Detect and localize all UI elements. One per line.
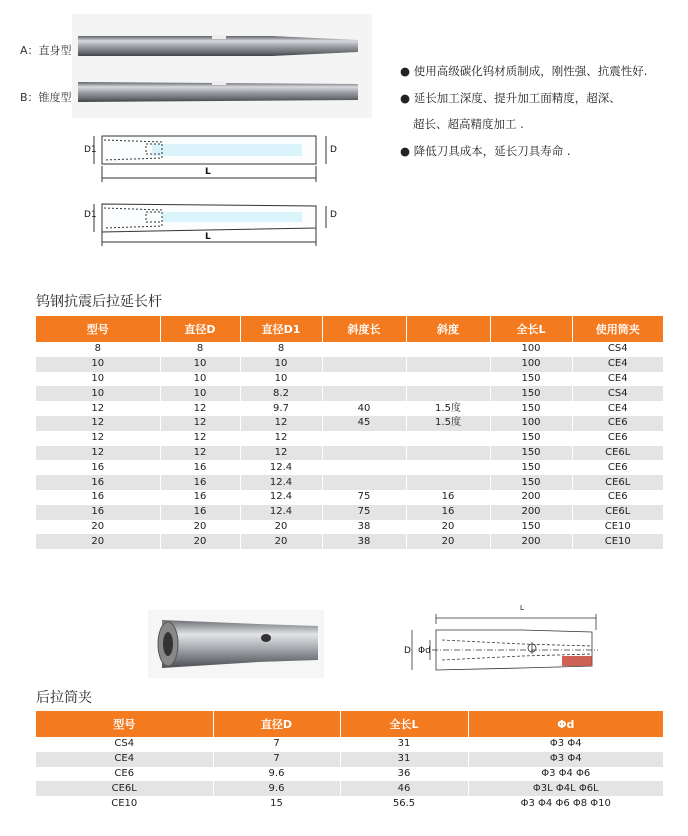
table-cell: 200 bbox=[490, 534, 572, 549]
column-header: 直径D bbox=[160, 316, 240, 342]
table-cell: 75 bbox=[322, 505, 406, 520]
table-row bbox=[36, 737, 663, 752]
straight-type-label: A：直身型 bbox=[20, 44, 72, 57]
table-cell: 12 bbox=[240, 416, 322, 431]
table-cell: CE10 bbox=[604, 520, 631, 532]
table-cell: 12 bbox=[36, 416, 160, 431]
table-cell: 15 bbox=[213, 796, 340, 811]
table-cell: 20 bbox=[160, 520, 240, 535]
table-row bbox=[36, 431, 663, 446]
table-cell: CE6 bbox=[607, 432, 628, 444]
column-header: 型号 bbox=[36, 711, 213, 737]
table-cell: 10 bbox=[240, 357, 322, 372]
table2-title: 后拉筒夹 bbox=[36, 690, 92, 706]
table-cell bbox=[322, 357, 406, 372]
table-cell bbox=[406, 386, 490, 401]
table-cell: 31 bbox=[340, 752, 468, 767]
feature-item: ● 降低刀具成本，延长刀具寿命 . bbox=[400, 144, 571, 158]
collet-dim-l: L bbox=[520, 604, 524, 612]
table-row bbox=[36, 416, 663, 431]
dim-l-a: L bbox=[205, 167, 211, 177]
collet-spec-table bbox=[36, 711, 663, 811]
table-cell: 200 bbox=[490, 490, 572, 505]
table-cell: 12 bbox=[36, 446, 160, 461]
table-cell: Φ3 Φ4 bbox=[549, 738, 582, 750]
table-row bbox=[36, 401, 663, 416]
table-cell: 1.5度 bbox=[406, 401, 490, 416]
table-cell: 16 bbox=[160, 490, 240, 505]
table-cell: 20 bbox=[36, 520, 160, 535]
collet-drawing bbox=[402, 608, 602, 678]
table-cell: CE6 bbox=[607, 491, 628, 503]
table-cell bbox=[406, 431, 490, 446]
table-cell: 7 bbox=[213, 737, 340, 752]
bullet-icon: ● bbox=[400, 144, 411, 158]
table-cell: 150 bbox=[490, 520, 572, 535]
table-row bbox=[36, 520, 663, 535]
bullet-icon: ● bbox=[400, 64, 411, 78]
dim-d1-a: D1 bbox=[84, 145, 97, 155]
table-cell: 20 bbox=[406, 520, 490, 535]
table-cell: 16 bbox=[36, 460, 160, 475]
table-cell: 12.4 bbox=[240, 490, 322, 505]
table-cell: Φ3L Φ4L Φ6L bbox=[468, 781, 663, 796]
collet-dim-phi-d: Φd bbox=[418, 646, 431, 656]
table-cell bbox=[406, 460, 490, 475]
table-cell: CS4 bbox=[572, 386, 663, 401]
table-cell: 12 bbox=[160, 431, 240, 446]
table-row bbox=[36, 796, 663, 811]
table-cell: 1.5度 bbox=[406, 416, 490, 431]
feature-item: ● 延长加工深度、提升加工面精度，超深、 bbox=[400, 91, 621, 105]
table-cell: 10 bbox=[160, 357, 240, 372]
table-cell: 20 bbox=[160, 534, 240, 549]
table-cell: 9.6 bbox=[213, 767, 340, 782]
table-cell bbox=[322, 342, 406, 357]
table-cell bbox=[322, 475, 406, 490]
table-header-row bbox=[36, 316, 663, 342]
table-cell bbox=[406, 342, 490, 357]
table-cell bbox=[406, 446, 490, 461]
table-cell: CE6 bbox=[572, 416, 663, 431]
table-row bbox=[36, 505, 663, 520]
table-cell bbox=[322, 372, 406, 387]
bullet-icon: ● bbox=[400, 91, 411, 105]
table-cell bbox=[406, 475, 490, 490]
tapered-type-label: B：锥度型 bbox=[20, 91, 72, 104]
table-row bbox=[36, 357, 663, 372]
table-cell: 150 bbox=[490, 460, 572, 475]
table-cell: CE10 bbox=[572, 534, 663, 549]
table-cell: 12 bbox=[240, 446, 322, 461]
collet-dim-d: D bbox=[404, 646, 411, 656]
table-cell: CS4 bbox=[607, 343, 628, 355]
table-cell bbox=[322, 386, 406, 401]
table-row bbox=[36, 534, 663, 549]
table-cell: 12 bbox=[160, 401, 240, 416]
table-row bbox=[36, 475, 663, 490]
table-cell: 10 bbox=[36, 386, 160, 401]
table-row bbox=[36, 781, 663, 796]
table-cell: 150 bbox=[490, 446, 572, 461]
table-cell: 16 bbox=[406, 490, 490, 505]
table-row bbox=[36, 752, 663, 767]
table-cell: CE6 bbox=[36, 767, 213, 782]
column-header: 型号 bbox=[36, 316, 160, 342]
table-cell: 100 bbox=[490, 357, 572, 372]
table-cell: CE6L bbox=[572, 475, 663, 490]
dim-d-a: D bbox=[330, 145, 337, 155]
column-header: 直径D bbox=[213, 711, 340, 737]
table-cell: 20 bbox=[240, 534, 322, 549]
table-cell: 16 bbox=[36, 475, 160, 490]
table-header-row bbox=[36, 711, 663, 737]
table-cell: 20 bbox=[406, 534, 490, 549]
column-header: 使用筒夹 bbox=[572, 316, 663, 342]
table-cell: 12 bbox=[36, 401, 160, 416]
table-cell: 38 bbox=[322, 520, 406, 535]
table-cell: 10 bbox=[36, 357, 160, 372]
column-header: 全长L bbox=[340, 711, 468, 737]
table-cell: CE4 bbox=[572, 357, 663, 372]
column-header: Φd bbox=[468, 711, 663, 737]
table-cell: 8 bbox=[160, 342, 240, 357]
table-row bbox=[36, 342, 663, 357]
table-cell: CE10 bbox=[36, 796, 213, 811]
table-cell: 10 bbox=[160, 386, 240, 401]
table-cell: 16 bbox=[160, 460, 240, 475]
feature-item-continued: 超长、超高精度加工 . bbox=[413, 117, 524, 131]
table-cell: 16 bbox=[160, 505, 240, 520]
table-row bbox=[36, 446, 663, 461]
table-cell: CE6 bbox=[607, 461, 628, 473]
shank-photos bbox=[72, 14, 372, 118]
table-cell: 16 bbox=[406, 505, 490, 520]
table-cell: 8 bbox=[240, 342, 322, 357]
table-cell: 12 bbox=[36, 431, 160, 446]
table-cell: 36 bbox=[340, 767, 468, 782]
dim-d1-b: D1 bbox=[84, 210, 97, 220]
table-cell: CE4 bbox=[607, 372, 628, 384]
table-cell: 8 bbox=[36, 342, 160, 357]
table-cell: 9.7 bbox=[240, 401, 322, 416]
straight-shank-photo bbox=[78, 35, 358, 56]
table-cell: 16 bbox=[36, 490, 160, 505]
table-cell: Φ3 Φ4 Φ6 bbox=[541, 767, 591, 779]
tapered-shank-photo bbox=[78, 81, 358, 102]
column-header: 全长L bbox=[490, 316, 572, 342]
table-cell: 150 bbox=[490, 401, 572, 416]
dim-d-b: D bbox=[330, 210, 337, 220]
table-cell: CS4 bbox=[36, 737, 213, 752]
table-cell: 100 bbox=[490, 416, 572, 431]
table-cell: 16 bbox=[160, 475, 240, 490]
feature-item: ● 使用高级碳化钨材质制成，刚性强、抗震性好. bbox=[400, 64, 648, 78]
table-cell: 12.4 bbox=[240, 505, 322, 520]
column-header: 斜度 bbox=[406, 316, 490, 342]
table-cell: 46 bbox=[340, 781, 468, 796]
shank-spec-table bbox=[36, 316, 663, 549]
table-cell: 12 bbox=[160, 416, 240, 431]
table-cell: 56.5 bbox=[340, 796, 468, 811]
table-cell: 75 bbox=[322, 490, 406, 505]
table-cell: 12.4 bbox=[240, 475, 322, 490]
table-cell: 150 bbox=[490, 475, 572, 490]
table-cell: 12.4 bbox=[240, 460, 322, 475]
dim-l-b: L bbox=[205, 232, 211, 242]
column-header: 直径D1 bbox=[240, 316, 322, 342]
table-cell: 45 bbox=[322, 416, 406, 431]
shank-drawings bbox=[82, 128, 352, 248]
table-cell: 150 bbox=[490, 431, 572, 446]
table-row bbox=[36, 490, 663, 505]
table-cell: CE6L bbox=[36, 781, 213, 796]
table-cell: 12 bbox=[160, 446, 240, 461]
table-row bbox=[36, 372, 663, 387]
table-cell bbox=[322, 431, 406, 446]
table-cell: 9.6 bbox=[213, 781, 340, 796]
table-cell: 20 bbox=[240, 520, 322, 535]
table-cell: CE6L bbox=[572, 505, 663, 520]
table-row bbox=[36, 460, 663, 475]
table-cell: 16 bbox=[36, 505, 160, 520]
table-cell bbox=[322, 460, 406, 475]
table-cell: 10 bbox=[36, 372, 160, 387]
table-cell: 10 bbox=[160, 372, 240, 387]
table-cell: CE6L bbox=[572, 446, 663, 461]
table-row bbox=[36, 386, 663, 401]
table-cell: 20 bbox=[36, 534, 160, 549]
table-cell: 150 bbox=[490, 372, 572, 387]
table-cell bbox=[406, 372, 490, 387]
table-cell: 10 bbox=[240, 372, 322, 387]
table-cell: CE4 bbox=[36, 752, 213, 767]
table-cell bbox=[406, 357, 490, 372]
table-cell: 38 bbox=[322, 534, 406, 549]
table-cell: 40 bbox=[322, 401, 406, 416]
table-cell: 200 bbox=[490, 505, 572, 520]
table-cell: 31 bbox=[340, 737, 468, 752]
table-cell: CE4 bbox=[607, 402, 628, 414]
table-cell: Φ3 Φ4 Φ6 Φ8 Φ10 bbox=[520, 797, 611, 809]
table-cell: 150 bbox=[490, 386, 572, 401]
collet-photo bbox=[148, 610, 324, 678]
table-cell: 100 bbox=[490, 342, 572, 357]
table-cell: Φ3 Φ4 bbox=[468, 752, 663, 767]
table-cell: 7 bbox=[213, 752, 340, 767]
table-cell: 8.2 bbox=[240, 386, 322, 401]
table-row bbox=[36, 767, 663, 782]
table-cell: 12 bbox=[240, 431, 322, 446]
table-cell bbox=[322, 446, 406, 461]
table1-title: 钨钢抗震后拉延长杆 bbox=[36, 294, 162, 310]
column-header: 斜度长 bbox=[322, 316, 406, 342]
